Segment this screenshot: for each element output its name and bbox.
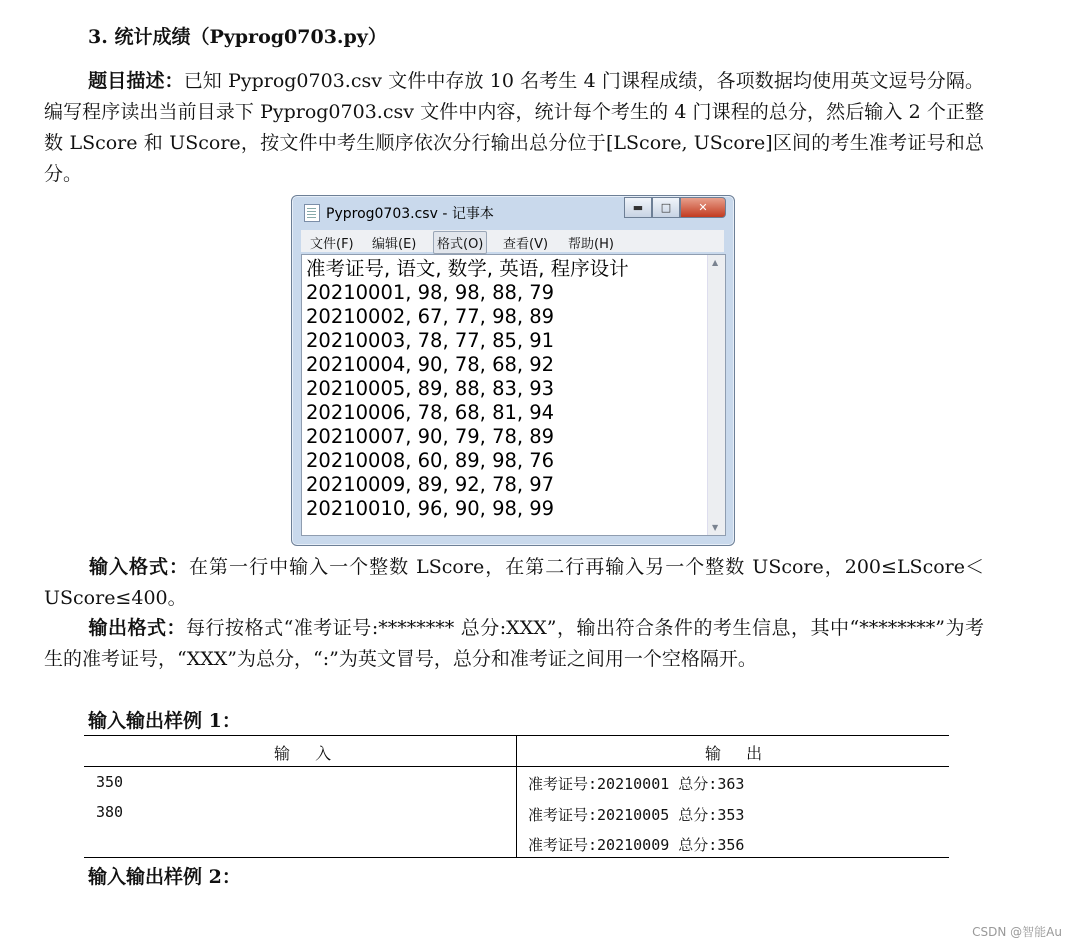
csv-line: 20210006, 78, 68, 81, 94 bbox=[306, 401, 555, 424]
csv-line: 20210007, 90, 79, 78, 89 bbox=[306, 425, 555, 448]
description-text: 已知 Pyprog0703.csv 文件中存放 10 名考生 4 门课程成绩，各项数据均使用英文逗号分隔。编写程序读出当前目录下 Pyprog0703.csv 文件中内容，统计每个考生的 4 门课程的总分，然后输入 2 个正整数 LScore 和 UScore，按文件中考生顺序依次分行输出总分位于[LScore, UScore]区间的考生准考证号和总分。 bbox=[44, 70, 984, 185]
menu-view[interactable]: 查看(V) bbox=[503, 237, 549, 252]
description-paragraph bbox=[44, 66, 984, 190]
notepad-title: Pyprog0703.csv - 记事本 bbox=[326, 206, 494, 222]
sample-output-line: 准考证号:20210005 总分:353 bbox=[528, 806, 745, 824]
menu-edit[interactable]: 编辑(E) bbox=[372, 237, 417, 252]
menu-file[interactable]: 文件(F) bbox=[310, 237, 354, 252]
close-button[interactable]: ✕ bbox=[680, 197, 726, 218]
input-format-paragraph bbox=[44, 552, 984, 614]
vertical-scrollbar[interactable] bbox=[707, 255, 725, 535]
sample-output-line: 准考证号:20210001 总分:363 bbox=[528, 775, 745, 793]
csv-line: 20210005, 89, 88, 83, 93 bbox=[306, 377, 555, 400]
csv-line: 20210004, 90, 78, 68, 92 bbox=[306, 353, 555, 376]
input-format-lead: 输入格式： bbox=[88, 556, 190, 578]
column-header-output: 输 出 bbox=[705, 744, 773, 763]
notepad-text-area[interactable] bbox=[301, 254, 726, 536]
watermark: CSDN @智能Au bbox=[972, 925, 1062, 939]
notepad-window bbox=[291, 195, 735, 546]
sample-output-line: 准考证号:20210009 总分:356 bbox=[528, 836, 745, 854]
sample-input-value: 380 bbox=[96, 803, 124, 821]
csv-line: 20210003, 78, 77, 85, 91 bbox=[306, 329, 555, 352]
csv-line: 20210008, 60, 89, 98, 76 bbox=[306, 449, 555, 472]
sample1-heading: 输入输出样例 1： bbox=[88, 710, 241, 732]
sample2-heading: 输入输出样例 2： bbox=[88, 866, 241, 888]
notepad-icon bbox=[304, 204, 320, 222]
description-lead: 题目描述： bbox=[88, 70, 184, 92]
csv-line: 20210002, 67, 77, 98, 89 bbox=[306, 305, 555, 328]
scroll-down-icon[interactable]: ▼ bbox=[712, 523, 719, 532]
menu-format[interactable]: 格式(O) bbox=[433, 231, 487, 254]
csv-header-line: 准考证号, 语文, 数学, 英语, 程序设计 bbox=[306, 257, 629, 280]
minimize-button[interactable]: ▬ bbox=[624, 197, 652, 218]
maximize-button[interactable]: □ bbox=[652, 197, 680, 218]
menu-help[interactable]: 帮助(H) bbox=[568, 237, 614, 252]
scroll-up-icon[interactable]: ▲ bbox=[712, 258, 719, 267]
output-format-paragraph bbox=[44, 613, 984, 675]
section-title: 3. 统计成绩（Pyprog0703.py） bbox=[88, 26, 387, 48]
csv-line: 20210001, 98, 98, 88, 79 bbox=[306, 281, 555, 304]
csv-line: 20210010, 96, 90, 98, 99 bbox=[306, 497, 555, 520]
output-format-text: 每行按格式“准考证号:******** 总分:XXX”，输出符合条件的考生信息，其中“********”为考生的准考证号，“XXX”为总分，“:”为英文冒号，总分和准考证之间用一个空格隔开。 bbox=[44, 617, 984, 670]
table-divider bbox=[516, 735, 517, 858]
output-format-lead: 输出格式： bbox=[88, 617, 187, 639]
csv-line: 20210009, 89, 92, 78, 97 bbox=[306, 473, 555, 496]
input-format-text: 在第一行中输入一个整数 LScore，在第二行再输入另一个整数 UScore，200≤LScore＜UScore≤400。 bbox=[44, 556, 984, 609]
sample-input-value: 350 bbox=[96, 773, 124, 791]
column-header-input: 输 入 bbox=[274, 744, 342, 763]
menu-bar bbox=[301, 230, 724, 252]
